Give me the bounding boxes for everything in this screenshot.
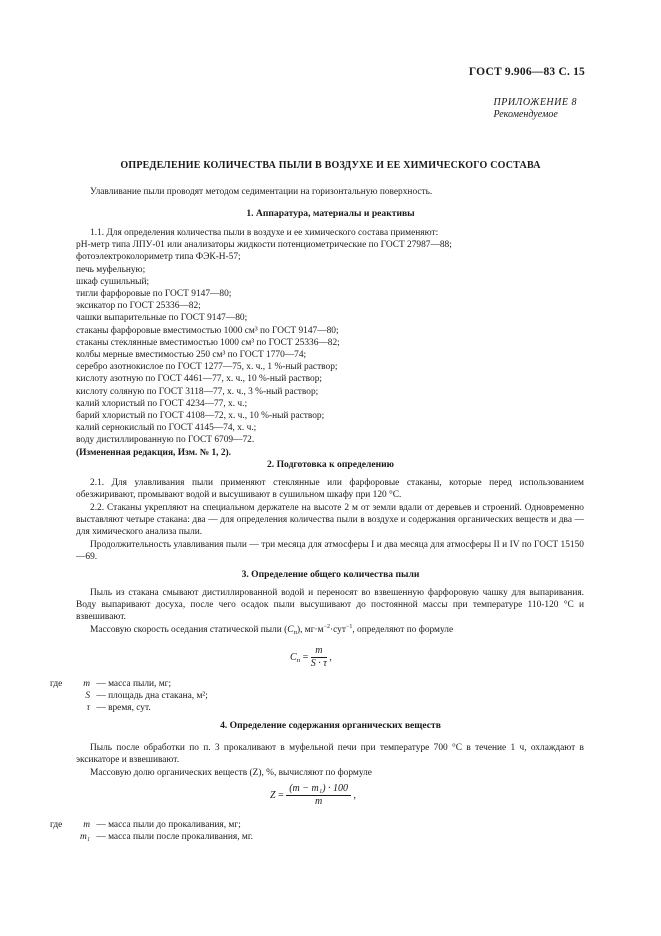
legend-row <box>50 819 253 831</box>
list-item: стаканы фарфоровые вместимостью 1000 см³ по ГОСТ 9147—80; <box>76 325 339 336</box>
formula-dust-rate <box>290 645 332 670</box>
equipment-list <box>76 227 584 459</box>
superscript: −2 <box>323 624 330 630</box>
formula-lhs: C <box>290 651 297 663</box>
formula-numerator: m <box>311 645 327 658</box>
formula-equals: = <box>275 789 287 801</box>
intro-paragraph: Улавливание пыли проводят методом седиментации на горизонтальную поверхность. <box>90 187 433 197</box>
paragraph-4-2: Массовую долю органических веществ (Z), %, вычисляют по формуле <box>90 768 372 778</box>
section-4-heading: 4. Определение содержания органических веществ <box>220 720 441 731</box>
list-item: шкаф сушильный; <box>76 276 150 287</box>
symbol-c: C <box>287 625 294 635</box>
formula-lhs: Z <box>270 789 276 801</box>
appendix-label <box>494 97 578 121</box>
where-word: где <box>50 820 63 830</box>
legend-text: — масса пыли до прокаливания, мг; <box>94 820 241 830</box>
formula-2-legend <box>50 819 253 843</box>
list-item: печь муфельную; <box>76 264 146 275</box>
subscript: п <box>293 629 297 636</box>
text-run: , определяют по формуле <box>352 625 454 635</box>
list-item: фотоэлектроколориметр типа ФЭК-Н-57; <box>76 252 241 263</box>
formula-1-legend <box>50 678 208 715</box>
paragraph-2-3: Продолжительность улавливания пыли — три месяца для атмосферы I и два месяца для атмосферы II и IV по ГОСТ 15150—69. <box>76 540 584 563</box>
appendix-note: Рекомендуемое <box>493 109 558 120</box>
formula-numerator: (m − m₁) · 100 <box>286 783 351 796</box>
paragraph-2-1: 2.1. Для улавливания пыли применяют стеклянные или фарфоровые стаканы, которые перед использованием обезжиривают, промывают водой и высушивают в сушильном шкафу при 120 °С. <box>76 478 584 501</box>
formula-denominator: S · τ <box>310 658 327 669</box>
legend-text: — площадь дна стакана, м²; <box>94 691 208 702</box>
paragraph-3-2 <box>76 624 584 636</box>
amendment-note: (Измененная редакция, Изм. № 1, 2). <box>76 447 232 458</box>
text-run: ·сут <box>330 625 346 635</box>
list-item: рН-метр типа ЛПУ-01 или анализаторы жидкости потенциометрические по ГОСТ 27987—88; <box>76 240 452 251</box>
formula-tail: , <box>351 789 357 801</box>
superscript: −1 <box>345 624 353 630</box>
list-item: колбы мерные вместимостью 250 см³ по ГОСТ 1770—74; <box>76 350 307 361</box>
formula-tail: , <box>326 651 332 663</box>
legend-row <box>50 702 208 714</box>
list-item: калий хлористый по ГОСТ 4234—77, х. ч.; <box>76 398 248 409</box>
section-1-heading: 1. Аппаратура, материалы и реактивы <box>246 208 415 219</box>
text-run: ), мг·м <box>296 625 324 635</box>
formula-denominator: m <box>315 796 323 807</box>
formula-organic-content <box>270 783 356 808</box>
legend-symbol: m <box>83 820 90 830</box>
formula-fraction <box>311 645 327 670</box>
paragraph-2-2: 2.2. Стаканы укрепляют на специальном держателе на высоте 2 м от земли вдали от деревьев и строений. Одновременно выставляют четыре стакана: два — для определения количества пыли в воздухе и содержания органических веществ и два — для химического анализа пыли. <box>76 503 584 538</box>
legend-text: — масса пыли после прокаливания, мг. <box>94 832 253 843</box>
legend-symbol: m <box>83 679 90 689</box>
document-title: ОПРЕДЕЛЕНИЕ КОЛИЧЕСТВА ПЫЛИ В ВОЗДУХЕ И ЕЕ ХИМИЧЕСКОГО СОСТАВА <box>120 160 541 171</box>
paragraph-3-1: Пыль из стакана смывают дистиллированной водой и переносят во взвешенную фарфоровую чашку для выпаривания. Воду выпаривают досуха, после чего осадок пыли высушивают до постоянной массы при температуре 110-120 °С и взвешивают. <box>76 588 584 623</box>
list-item: чашки выпарительные по ГОСТ 9147—80; <box>76 313 248 324</box>
legend-text: — масса пыли, мг; <box>94 679 172 689</box>
list-item: калий сернокислый по ГОСТ 4145—74, х. ч.; <box>76 423 257 434</box>
list-item: тигли фарфоровые по ГОСТ 9147—80; <box>76 289 232 300</box>
legend-symbol: τ <box>86 703 90 714</box>
list-item: эксикатор по ГОСТ 25336—82; <box>76 301 201 312</box>
legend-symbol: m₁ <box>79 832 90 843</box>
list-item: кислоту соляную по ГОСТ 3118—77, х. ч., 3 %-ный раствор; <box>76 386 319 397</box>
legend-text: — время, сут. <box>94 703 151 714</box>
formula-lhs-sub: п <box>296 656 301 664</box>
legend-symbol: S <box>85 691 90 702</box>
formula-equals: = <box>300 651 311 663</box>
section-1-lead: 1.1. Для определения количества пыли в воздухе и ее химического состава применяют: <box>90 228 439 238</box>
appendix-title: ПРИЛОЖЕНИЕ 8 <box>493 97 577 108</box>
text-run: Массовую скорость оседания статической пыли ( <box>90 625 288 635</box>
list-item: кислоту азотную по ГОСТ 4461—77, х. ч., 10 %-ный раствор; <box>76 374 323 385</box>
list-item: барий хлористый по ГОСТ 4108—72, х. ч., 10 %-ный раствор; <box>76 411 325 422</box>
paragraph-4-1: Пыль после обработки по п. 3 прокаливают в муфельной печи при температуре 700 °С в течение 1 ч, охлаждают в эксикаторе и взвешивают. <box>76 743 584 766</box>
list-item: воду дистиллированную по ГОСТ 6709—72. <box>76 435 255 446</box>
list-item: стаканы стеклянные вместимостью 1000 см³ по ГОСТ 25336—82; <box>76 337 340 348</box>
standard-header: ГОСТ 9.906—83 С. 15 <box>468 66 585 78</box>
formula-fraction <box>286 783 351 808</box>
legend-row <box>50 678 208 690</box>
section-3-heading: 3. Определение общего количества пыли <box>241 569 420 580</box>
where-word: где <box>50 679 63 689</box>
list-item: серебро азотнокислое по ГОСТ 1277—75, х. ч., 1 %-ный раствор; <box>76 362 338 373</box>
legend-row <box>50 831 253 843</box>
section-2-heading: 2. Подготовка к определению <box>267 459 394 470</box>
legend-row <box>50 690 208 702</box>
